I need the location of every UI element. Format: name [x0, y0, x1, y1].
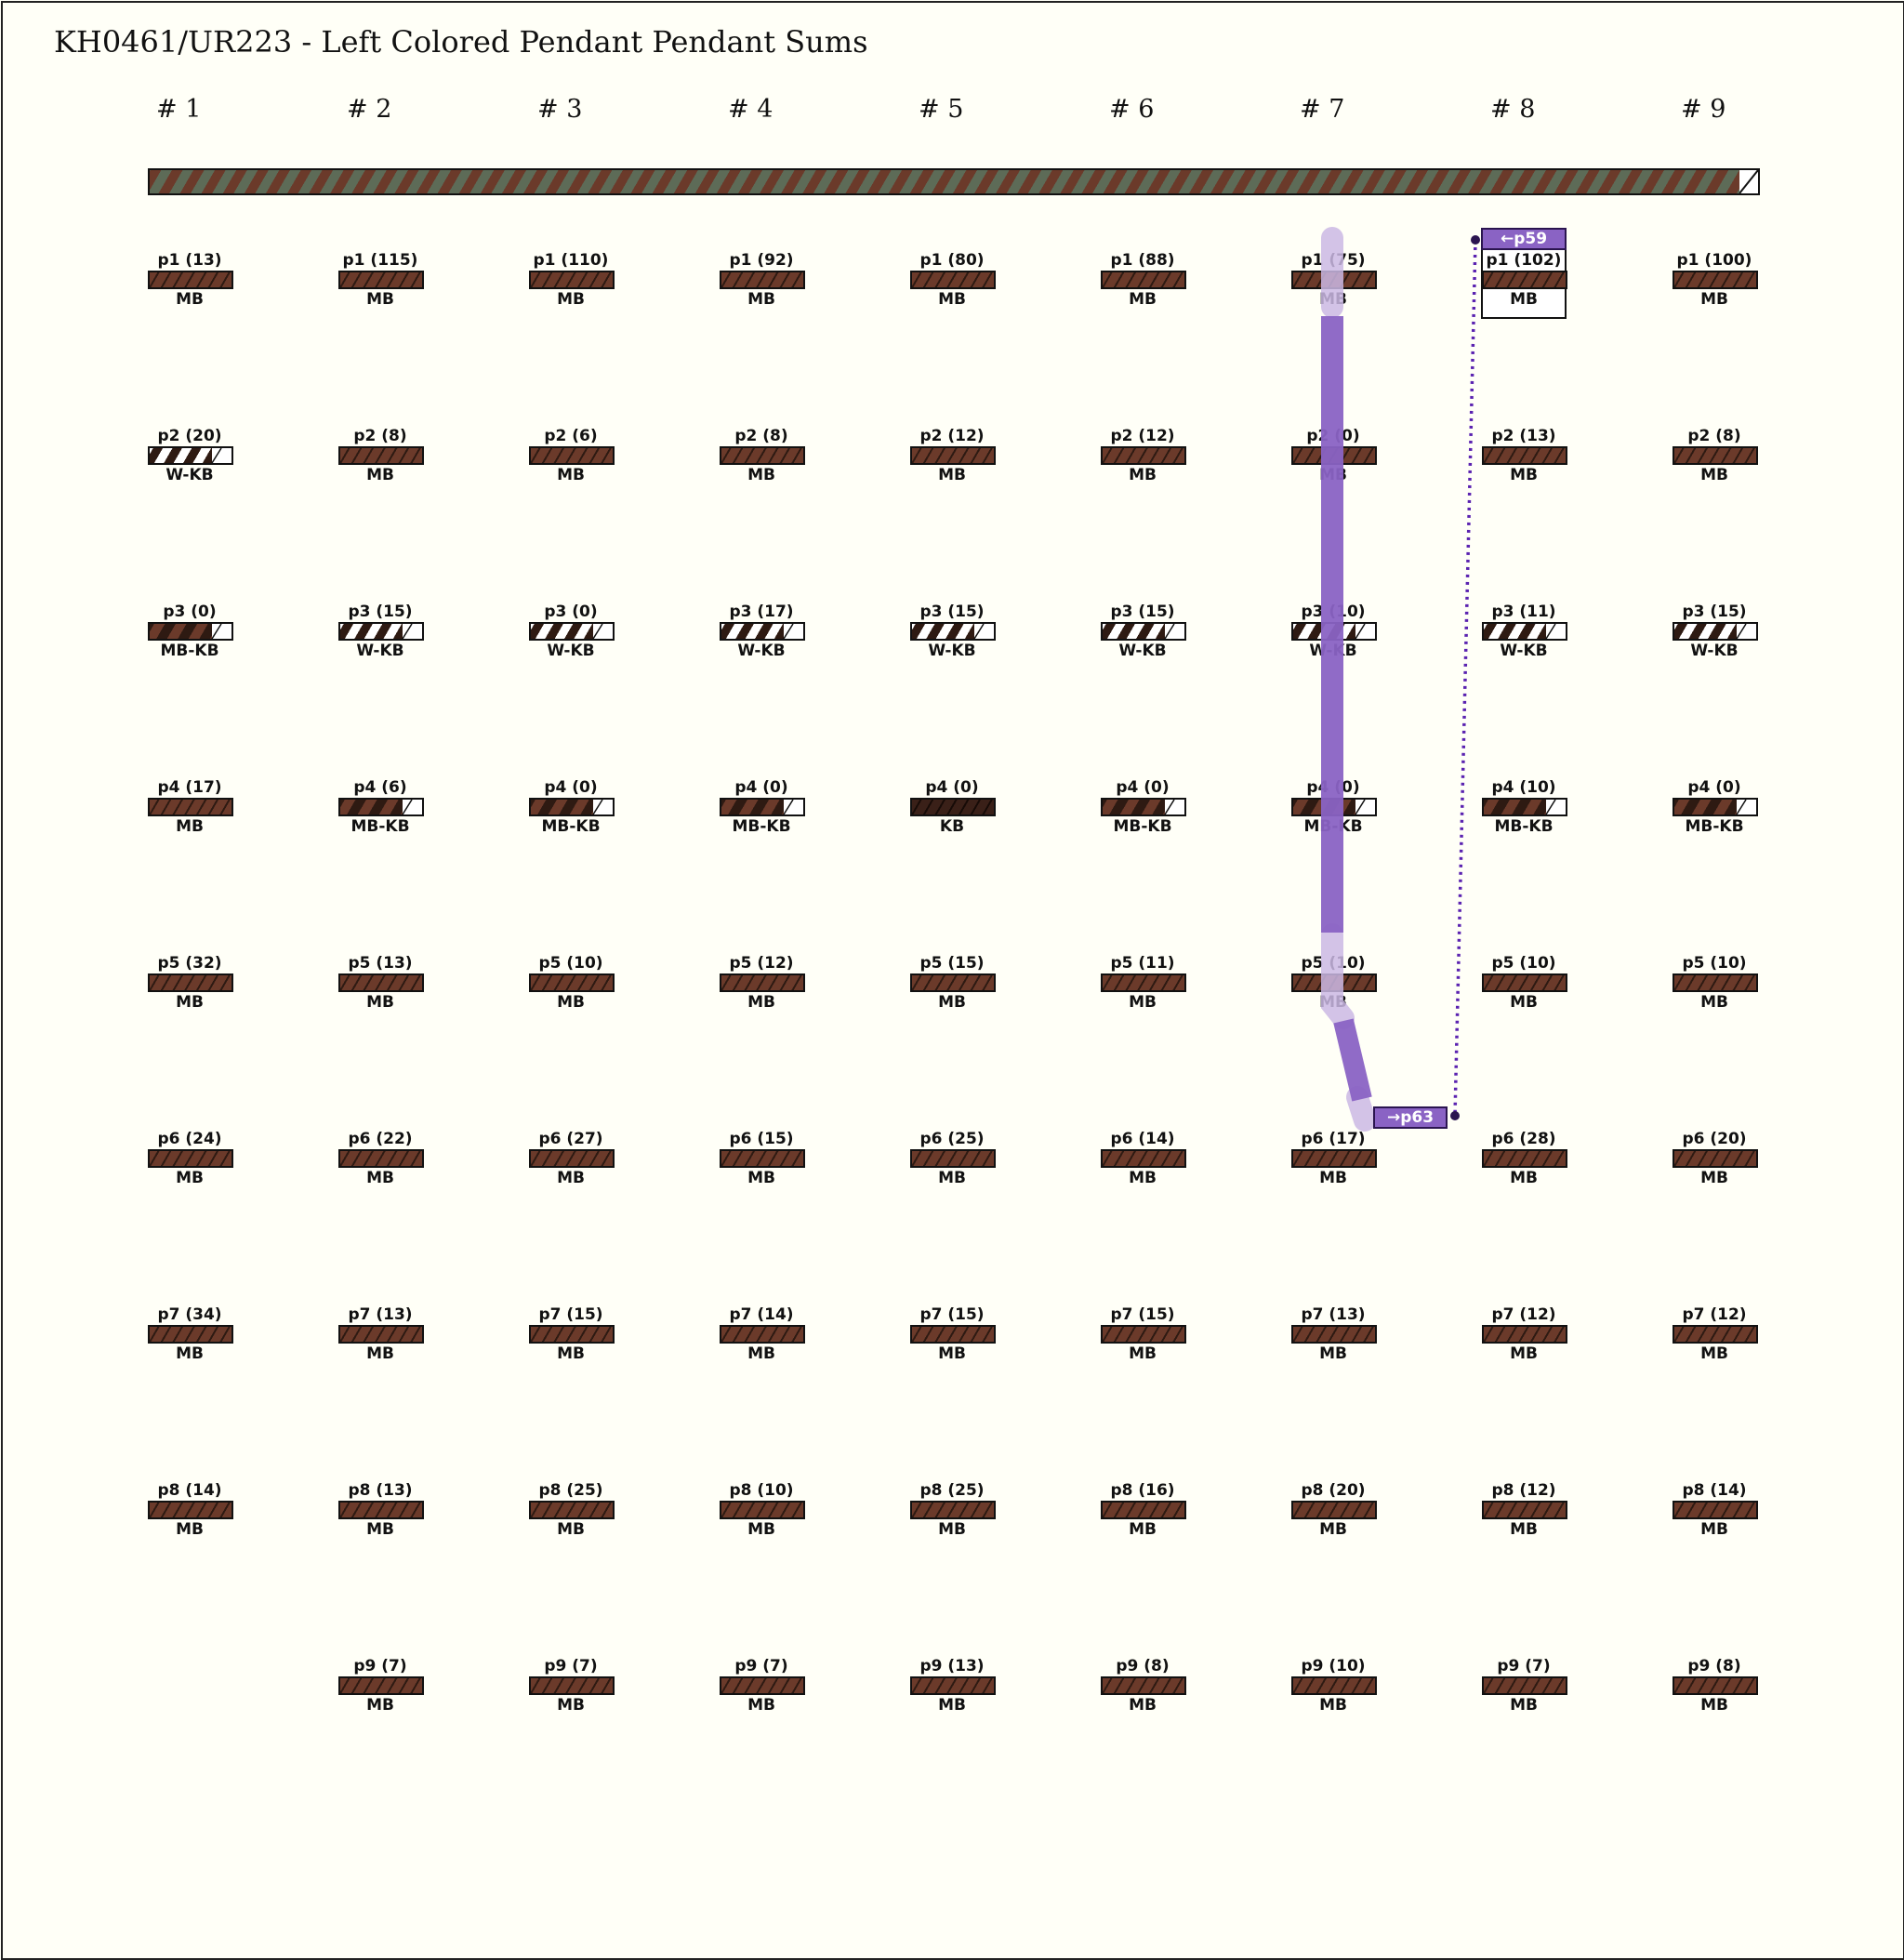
pendant-color-label: MB: [366, 1169, 394, 1187]
pendant-color-label: W-KB: [1309, 642, 1357, 660]
pendant-label: p6 (28): [1491, 1130, 1556, 1148]
pendant-color-label: MB: [1510, 993, 1538, 1012]
pendant-color-label: MB: [938, 1520, 966, 1539]
pendant-label: p1 (110): [533, 251, 609, 270]
pendant-color-label: MB: [747, 466, 775, 484]
link-faded-bottom: [1357, 1097, 1365, 1120]
pendant-color-label: MB: [366, 1696, 394, 1715]
pendant-color-label: MB: [1700, 1169, 1728, 1187]
pendant-color-label: MB: [557, 993, 585, 1012]
pendant-label: p1 (88): [1110, 251, 1175, 270]
pendant-color-label: MB: [366, 466, 394, 484]
pendant-label: p7 (13): [348, 1305, 413, 1324]
pendant-label: p9 (8): [1687, 1657, 1741, 1675]
pendant-label: p6 (22): [348, 1130, 413, 1148]
pendant-label: p6 (14): [1110, 1130, 1175, 1148]
pendant-label: p4 (0): [1116, 778, 1170, 797]
pendant-color-label: MB-KB: [1685, 817, 1744, 836]
pendant-color-label: MB: [557, 290, 585, 309]
pendant-label: p8 (16): [1110, 1481, 1175, 1500]
pendant-color-label: MB: [938, 290, 966, 309]
pendant-color-label: MB: [1319, 1696, 1347, 1715]
pendant-label: p4 (0): [925, 778, 979, 797]
pendant-label: p7 (15): [919, 1305, 985, 1324]
pendant-label: p1 (100): [1676, 251, 1752, 270]
pendant-label: p3 (15): [1682, 603, 1747, 621]
pendant-color-label: W-KB: [356, 642, 404, 660]
pendant-label: p5 (10): [1491, 954, 1556, 973]
pendant-color-label: MB: [1319, 1520, 1347, 1539]
pendant-label: p5 (10): [538, 954, 603, 973]
pendant-label: p2 (8): [734, 427, 788, 445]
pendant-label: p2 (8): [353, 427, 407, 445]
pendant-color-label: MB: [1510, 1520, 1538, 1539]
pendant-label: p9 (8): [1116, 1657, 1170, 1675]
pendant-color-label: MB: [1319, 1169, 1347, 1187]
link-faded-mid: [1332, 934, 1343, 1018]
pendant-color-label: MB: [176, 1169, 204, 1187]
pendant-color-label: W-KB: [547, 642, 595, 660]
pendant-label: p7 (12): [1682, 1305, 1747, 1324]
pendant-label: p8 (25): [919, 1481, 985, 1500]
pendant-label: p2 (0): [1306, 427, 1360, 445]
pendant-label: p7 (15): [1110, 1305, 1175, 1324]
pendant-color-label: MB: [1700, 466, 1728, 484]
pendant-label: p2 (8): [1687, 427, 1741, 445]
pendant-color-label: MB: [557, 1696, 585, 1715]
pendant-color-label: MB: [1700, 290, 1728, 309]
group-header-8: # 8: [1490, 95, 1536, 124]
group-header-9: # 9: [1681, 95, 1726, 124]
pendant-label: p3 (15): [1110, 603, 1175, 621]
pendant-color-label: MB: [176, 1344, 204, 1363]
pendant-label: p5 (12): [729, 954, 794, 973]
pendant-label: p5 (13): [348, 954, 413, 973]
pendant-label: p4 (17): [157, 778, 222, 797]
pendant-label: p2 (20): [157, 427, 222, 445]
pendant-color-label: MB: [1510, 290, 1538, 309]
link-endpoint-top: [1471, 235, 1480, 245]
pendant-label: p3 (15): [919, 603, 985, 621]
pendant-label: p4 (0): [1687, 778, 1741, 797]
pendant-label: p1 (80): [919, 251, 985, 270]
pendant-label: p7 (34): [157, 1305, 222, 1324]
pendant-label: p5 (15): [919, 954, 985, 973]
pendant-color-label: MB-KB: [1494, 817, 1554, 836]
pendant-color-label: MB: [1319, 993, 1347, 1012]
pendant-label: p8 (25): [538, 1481, 603, 1500]
pendant-color-label: MB: [1129, 290, 1157, 309]
pendant-label: p9 (10): [1301, 1657, 1366, 1675]
pendant-label: p2 (12): [919, 427, 985, 445]
pendant-label: p3 (11): [1491, 603, 1556, 621]
pendant-label: p7 (12): [1491, 1305, 1556, 1324]
pendant-label: p3 (10): [1301, 603, 1366, 621]
pendant-label: p5 (32): [157, 954, 222, 973]
pendant-color-label: MB: [1319, 466, 1347, 484]
pendant-color-label: MB: [1129, 1520, 1157, 1539]
pendant-color-label: MB-KB: [350, 817, 410, 836]
pendant-label: p2 (12): [1110, 427, 1175, 445]
pendant-color-label: KB: [939, 817, 965, 836]
pendant-color-label: W-KB: [1118, 642, 1167, 660]
pendant-label: p7 (13): [1301, 1305, 1366, 1324]
pendant-color-label: MB: [557, 1169, 585, 1187]
pendant-label: p1 (75): [1301, 251, 1366, 270]
pendant-color-label: W-KB: [1500, 642, 1548, 660]
pendant-label: p5 (10): [1301, 954, 1366, 973]
pendant-label: p2 (13): [1491, 427, 1556, 445]
pendant-label: p3 (17): [729, 603, 794, 621]
pendant-color-label: MB-KB: [732, 817, 791, 836]
pendant-color-label: MB: [747, 1520, 775, 1539]
pendant-color-label: MB: [1129, 1344, 1157, 1363]
group-header-2: # 2: [347, 95, 392, 124]
page-title: KH0461/UR223 - Left Colored Pendant Pendant Sums: [54, 24, 868, 60]
pendant-label: p9 (13): [919, 1657, 985, 1675]
pendant-color-label: MB: [1510, 466, 1538, 484]
pendant-label: p9 (7): [353, 1657, 407, 1675]
pendant-color-label: MB: [938, 1344, 966, 1363]
pendant-color-label: MB: [747, 1344, 775, 1363]
pendant-color-label: MB: [557, 1344, 585, 1363]
pendant-color-label: MB: [1129, 993, 1157, 1012]
pendant-color-label: MB: [747, 1169, 775, 1187]
pendant-color-label: MB-KB: [160, 642, 219, 660]
pendant-color-label: MB: [557, 1520, 585, 1539]
group-header-3: # 3: [537, 95, 583, 124]
pendant-label: p8 (12): [1491, 1481, 1556, 1500]
pendant-label: p8 (14): [157, 1481, 222, 1500]
pendant-label: p4 (0): [734, 778, 788, 797]
pendant-label: p3 (0): [163, 603, 217, 621]
pendant-color-label: MB: [1700, 993, 1728, 1012]
pendant-color-label: MB: [1129, 1696, 1157, 1715]
pendant-label: p3 (15): [348, 603, 413, 621]
pendant-label: p1 (13): [157, 251, 222, 270]
pendant-color-label: MB: [747, 290, 775, 309]
pendant-label: p6 (27): [538, 1130, 603, 1148]
pendant-color-label: MB: [366, 1344, 394, 1363]
link-dotted-line: [1455, 240, 1475, 1116]
pendant-label: p5 (10): [1682, 954, 1747, 973]
pendant-color-label: W-KB: [737, 642, 786, 660]
pendant-label: p9 (7): [544, 1657, 598, 1675]
pendant-label: p2 (6): [544, 427, 598, 445]
pendant-label: p5 (11): [1110, 954, 1175, 973]
pendant-color-label: MB: [176, 993, 204, 1012]
pendant-color-label: MB: [938, 1696, 966, 1715]
pendant-color-label: MB-KB: [1113, 817, 1172, 836]
pendant-color-label: MB: [366, 993, 394, 1012]
pendant-color-label: W-KB: [165, 466, 214, 484]
pendant-color-label: MB: [176, 817, 204, 836]
pendant-color-label: MB-KB: [1303, 817, 1363, 836]
pendant-color-label: MB: [938, 466, 966, 484]
pendant-label: p1 (102): [1486, 251, 1562, 270]
pendant-color-label: MB: [557, 466, 585, 484]
pendant-label: p4 (0): [544, 778, 598, 797]
pendant-color-label: MB: [176, 290, 204, 309]
pendant-color-label: MB: [1700, 1520, 1728, 1539]
pendant-label: p8 (10): [729, 1481, 794, 1500]
pendant-label: p1 (92): [729, 251, 794, 270]
pendant-label: p9 (7): [1497, 1657, 1551, 1675]
pendant-label: p6 (24): [157, 1130, 222, 1148]
group-header-4: # 4: [728, 95, 774, 124]
group-header-7: # 7: [1300, 95, 1345, 124]
pendant-color-label: MB: [366, 1520, 394, 1539]
pendant-label: p6 (20): [1682, 1130, 1747, 1148]
pendant-label: p8 (13): [348, 1481, 413, 1500]
group-header-1: # 1: [156, 95, 202, 124]
pendant-label: p7 (15): [538, 1305, 603, 1324]
pendant-color-label: MB: [938, 1169, 966, 1187]
pendant-color-label: MB: [1129, 466, 1157, 484]
pendant-color-label: MB: [747, 1696, 775, 1715]
pendant-label: p3 (0): [544, 603, 598, 621]
link-endpoint-bottom: [1450, 1111, 1460, 1120]
pendant-label: p8 (20): [1301, 1481, 1366, 1500]
group-header-5: # 5: [919, 95, 964, 124]
pendant-color-label: MB: [366, 290, 394, 309]
pendant-color-label: MB: [1510, 1696, 1538, 1715]
link-label-to-p63[interactable]: →p63: [1373, 1106, 1448, 1129]
link-label-from-p59[interactable]: ←p59: [1481, 228, 1567, 250]
pendant-color-label: MB: [1700, 1696, 1728, 1715]
pendant-color-label: W-KB: [1690, 642, 1739, 660]
pendant-label: p1 (115): [342, 251, 418, 270]
pendant-color-label: MB: [938, 993, 966, 1012]
pendant-color-label: MB: [1319, 290, 1347, 309]
pendant-color-label: MB-KB: [541, 817, 601, 836]
pendant-label: p6 (15): [729, 1130, 794, 1148]
pendant-color-label: MB: [1510, 1344, 1538, 1363]
pendant-label: p8 (14): [1682, 1481, 1747, 1500]
pendant-color-label: W-KB: [928, 642, 976, 660]
pendant-color-label: MB: [747, 993, 775, 1012]
pendant-color-label: MB: [1510, 1169, 1538, 1187]
pendant-color-label: MB: [176, 1520, 204, 1539]
group-header-6: # 6: [1109, 95, 1155, 124]
pendant-label: p4 (0): [1306, 778, 1360, 797]
pendant-color-label: MB: [1129, 1169, 1157, 1187]
pendant-label: p6 (25): [919, 1130, 985, 1148]
pendant-label: p4 (10): [1491, 778, 1556, 797]
pendant-label: p7 (14): [729, 1305, 794, 1324]
pendant-label: p6 (17): [1301, 1130, 1366, 1148]
pendant-color-label: MB: [1319, 1344, 1347, 1363]
link-line-diagonal: [1343, 1021, 1362, 1099]
pendant-color-label: MB: [1700, 1344, 1728, 1363]
pendant-label: p4 (6): [353, 778, 407, 797]
pendant-label: p9 (7): [734, 1657, 788, 1675]
